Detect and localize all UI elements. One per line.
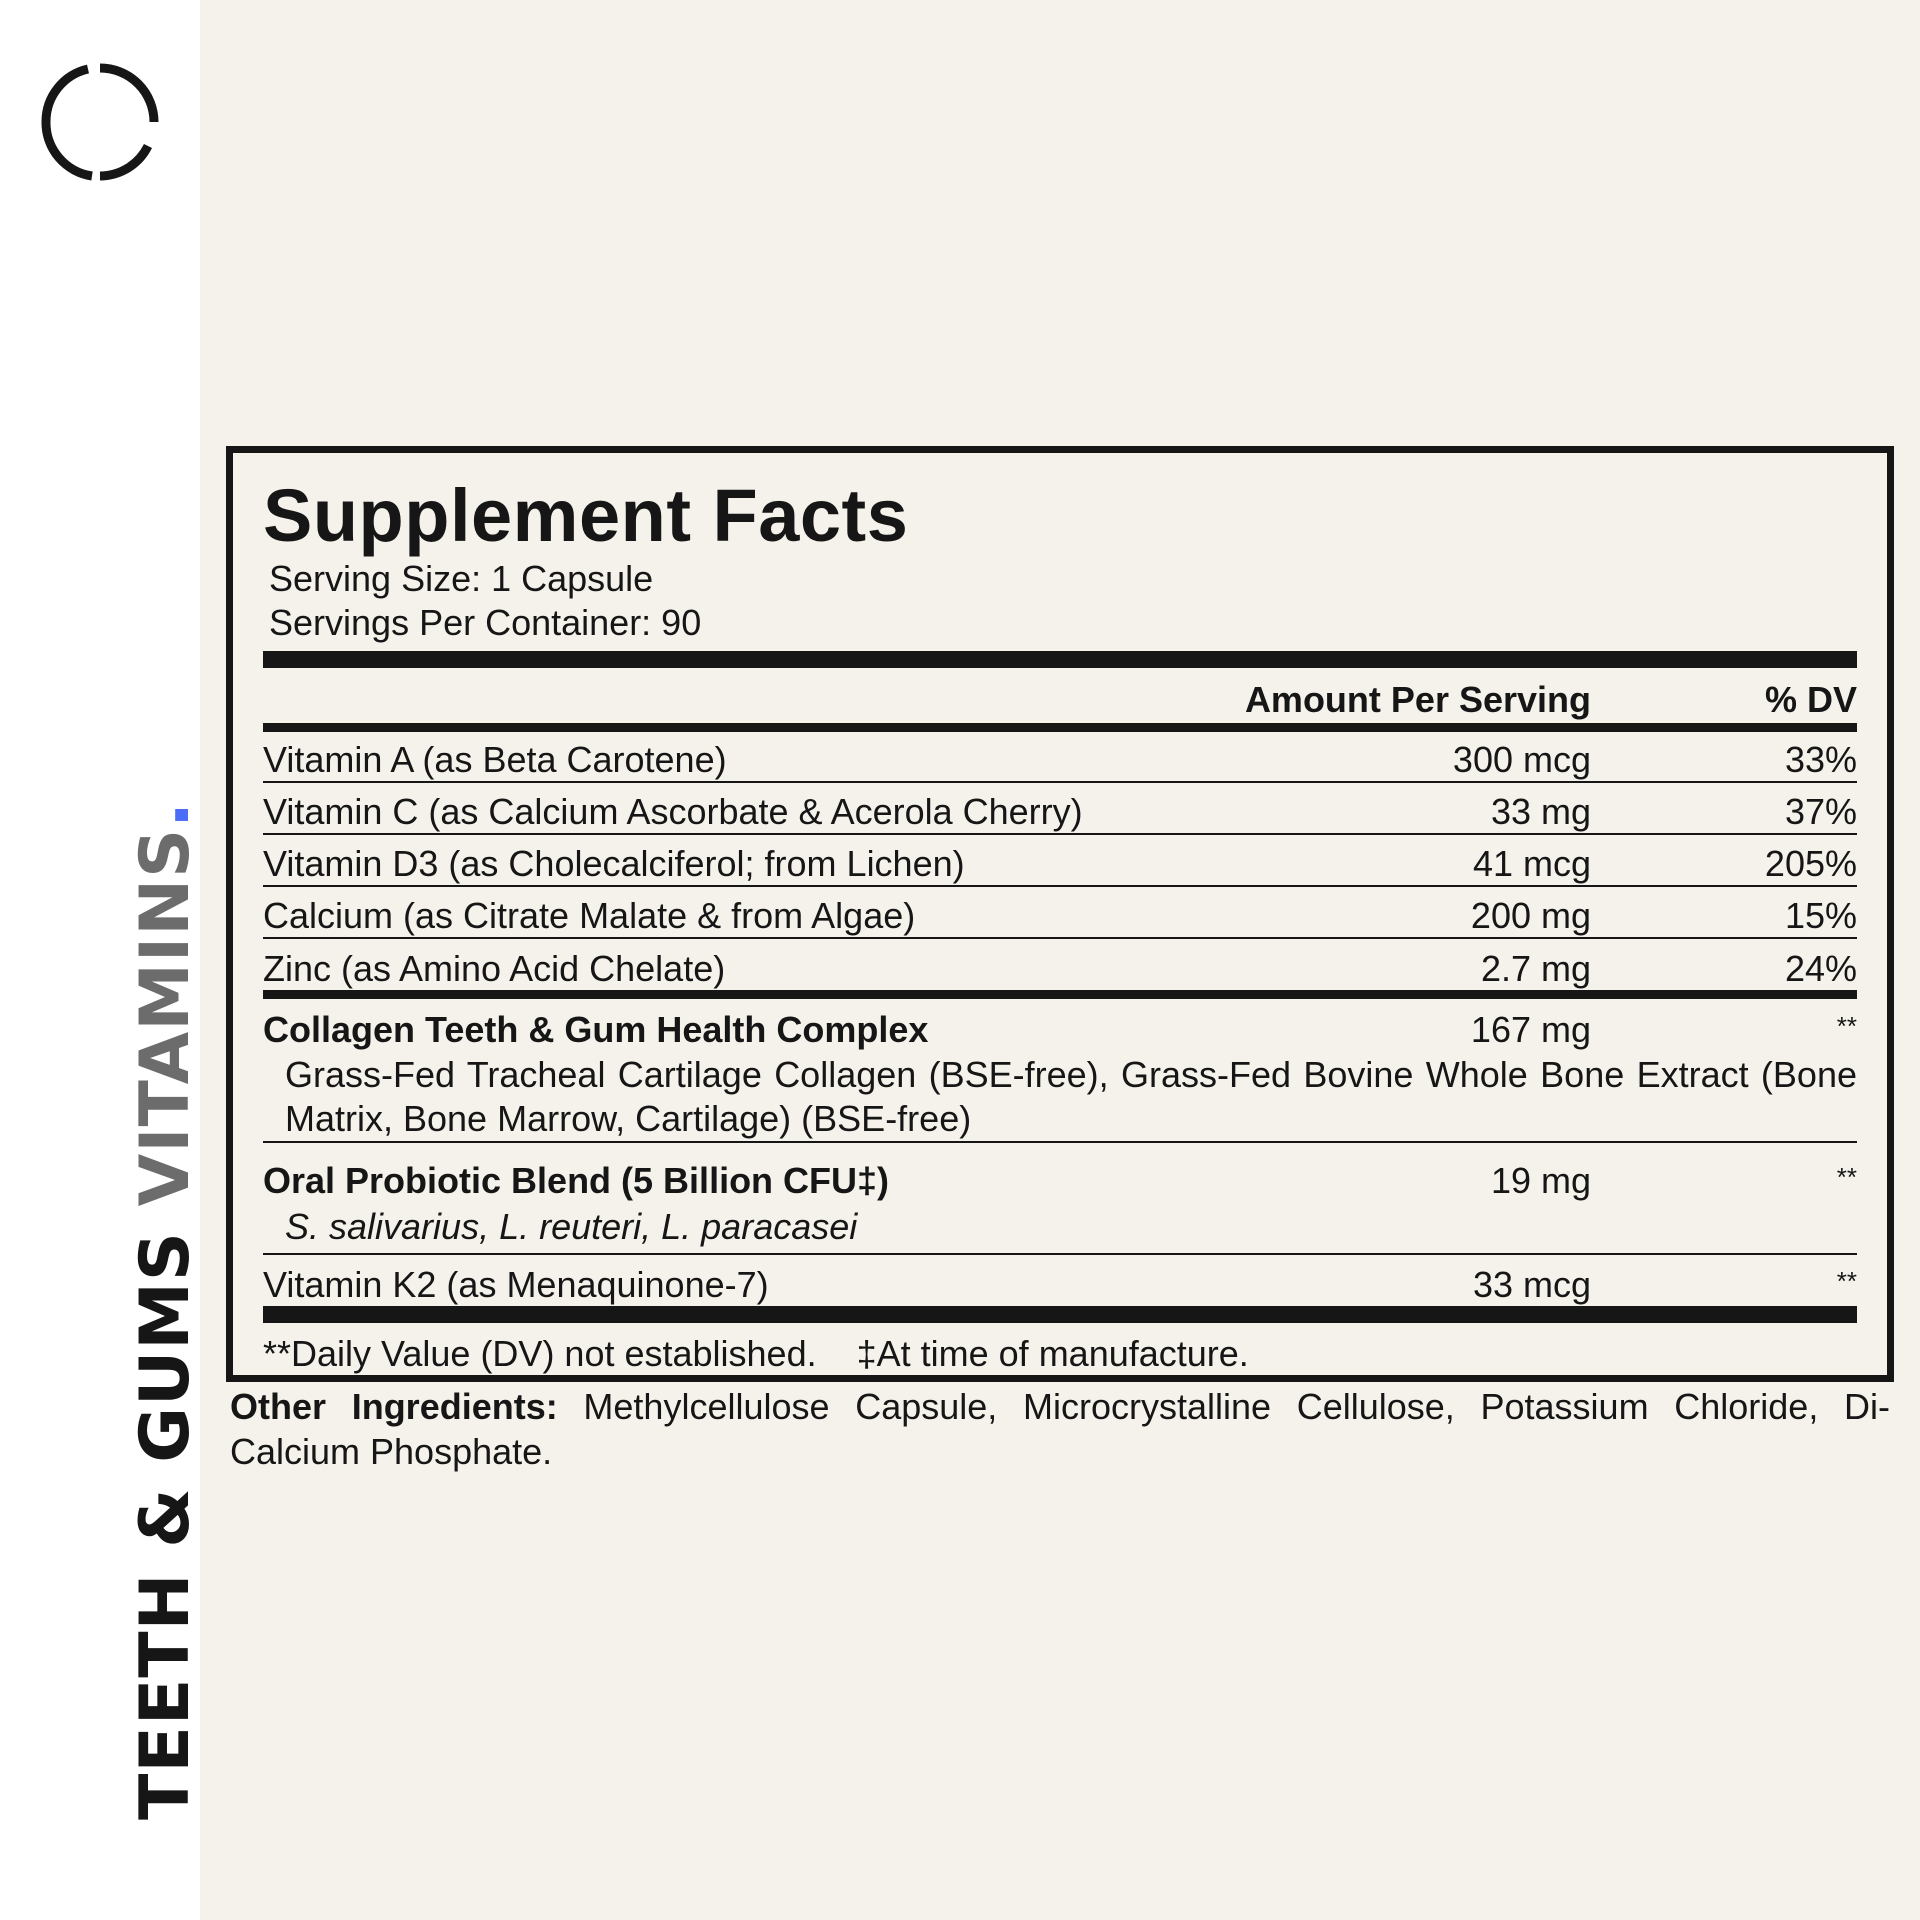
nutrient-name: Calcium (as Citrate Malate & from Algae) bbox=[263, 895, 916, 936]
nutrient-name: Vitamin C (as Calcium Ascorbate & Acerola Cherry) bbox=[263, 791, 1083, 832]
servings-per-container: Servings Per Container: 90 bbox=[269, 602, 702, 643]
probiotic-row bbox=[263, 1152, 1857, 1202]
collagen-detail: Grass-Fed Tracheal Cartilage Collagen (BSE-free), Grass-Fed Bovine Whole Bone Extract (Bone Matrix, Bone Marrow, Cartilage) (BSE-free) bbox=[285, 1054, 1857, 1139]
nutrient-amount: 41 mcg bbox=[1472, 843, 1591, 884]
footnote: **Daily Value (DV) not established. ‡At time of manufacture. bbox=[263, 1333, 1249, 1374]
collagen-amount: 167 mg bbox=[1470, 1009, 1591, 1050]
nutrient-dv: 24% bbox=[1784, 948, 1857, 989]
k2-dv: ** bbox=[1836, 1266, 1857, 1296]
other-ingredients-label: Other Ingredients: bbox=[230, 1386, 558, 1427]
header-dv: % DV bbox=[1764, 679, 1857, 720]
row-divider bbox=[263, 937, 1857, 939]
header-amount: Amount Per Serving bbox=[1244, 679, 1591, 720]
other-ingredients-text: Methylcellulose Capsule, Microcrystalline Cellulose, Potassium Chloride, Di-Calcium Phosphate. bbox=[230, 1386, 1890, 1472]
nutrient-row bbox=[263, 940, 1857, 990]
other-ingredients bbox=[230, 1384, 1890, 1474]
row-divider bbox=[263, 1141, 1857, 1143]
nutrient-row bbox=[263, 783, 1857, 833]
brand-dot: . bbox=[126, 801, 205, 828]
probiotic-amount: 19 mg bbox=[1490, 1160, 1591, 1201]
k2-row bbox=[263, 1256, 1857, 1306]
serving-info bbox=[269, 557, 701, 645]
supplement-facts-panel bbox=[226, 446, 1894, 1382]
nutrient-row bbox=[263, 835, 1857, 885]
probiotic-name: Oral Probiotic Blend (5 Billion CFU‡) bbox=[263, 1160, 890, 1201]
nutrient-name: Vitamin D3 (as Cholecalciferol; from Lichen) bbox=[263, 843, 965, 884]
probiotic-strains: S. salivarius, L. reuteri, L. paracasei bbox=[285, 1206, 858, 1247]
vertical-brand-text bbox=[126, 801, 205, 1820]
nutrient-dv: 205% bbox=[1764, 843, 1857, 884]
medium-divider bbox=[263, 990, 1857, 999]
brand-teeth-gums: TEETH & GUMS bbox=[126, 1206, 205, 1820]
collagen-row bbox=[263, 1001, 1857, 1051]
row-divider bbox=[263, 1253, 1857, 1255]
nutrient-amount: 200 mg bbox=[1470, 895, 1591, 936]
brand-vitamins: VITAMINS bbox=[126, 827, 205, 1207]
facts-title: Supplement Facts bbox=[263, 474, 909, 557]
nutrient-dv: 33% bbox=[1784, 739, 1857, 780]
nutrient-amount: 300 mcg bbox=[1452, 739, 1591, 780]
nutrient-dv: 37% bbox=[1784, 791, 1857, 832]
nutrient-amount: 2.7 mg bbox=[1480, 948, 1591, 989]
ring-logo-icon bbox=[40, 62, 160, 182]
sidebar bbox=[0, 0, 205, 1920]
serving-size: Serving Size: 1 Capsule bbox=[269, 558, 654, 599]
thick-divider bbox=[263, 1306, 1857, 1323]
nutrient-dv: 15% bbox=[1784, 895, 1857, 936]
thick-divider bbox=[263, 651, 1857, 668]
collagen-dv: ** bbox=[1836, 1011, 1857, 1041]
nutrient-row bbox=[263, 731, 1857, 781]
nutrient-row bbox=[263, 887, 1857, 937]
collagen-name: Collagen Teeth & Gum Health Complex bbox=[263, 1009, 929, 1050]
column-header-row bbox=[263, 671, 1857, 721]
k2-amount: 33 mcg bbox=[1472, 1264, 1591, 1305]
nutrient-name: Vitamin A (as Beta Carotene) bbox=[263, 739, 727, 780]
probiotic-dv: ** bbox=[1836, 1162, 1857, 1192]
k2-name: Vitamin K2 (as Menaquinone-7) bbox=[263, 1264, 769, 1305]
nutrient-name: Zinc (as Amino Acid Chelate) bbox=[263, 948, 726, 989]
nutrient-amount: 33 mg bbox=[1490, 791, 1591, 832]
